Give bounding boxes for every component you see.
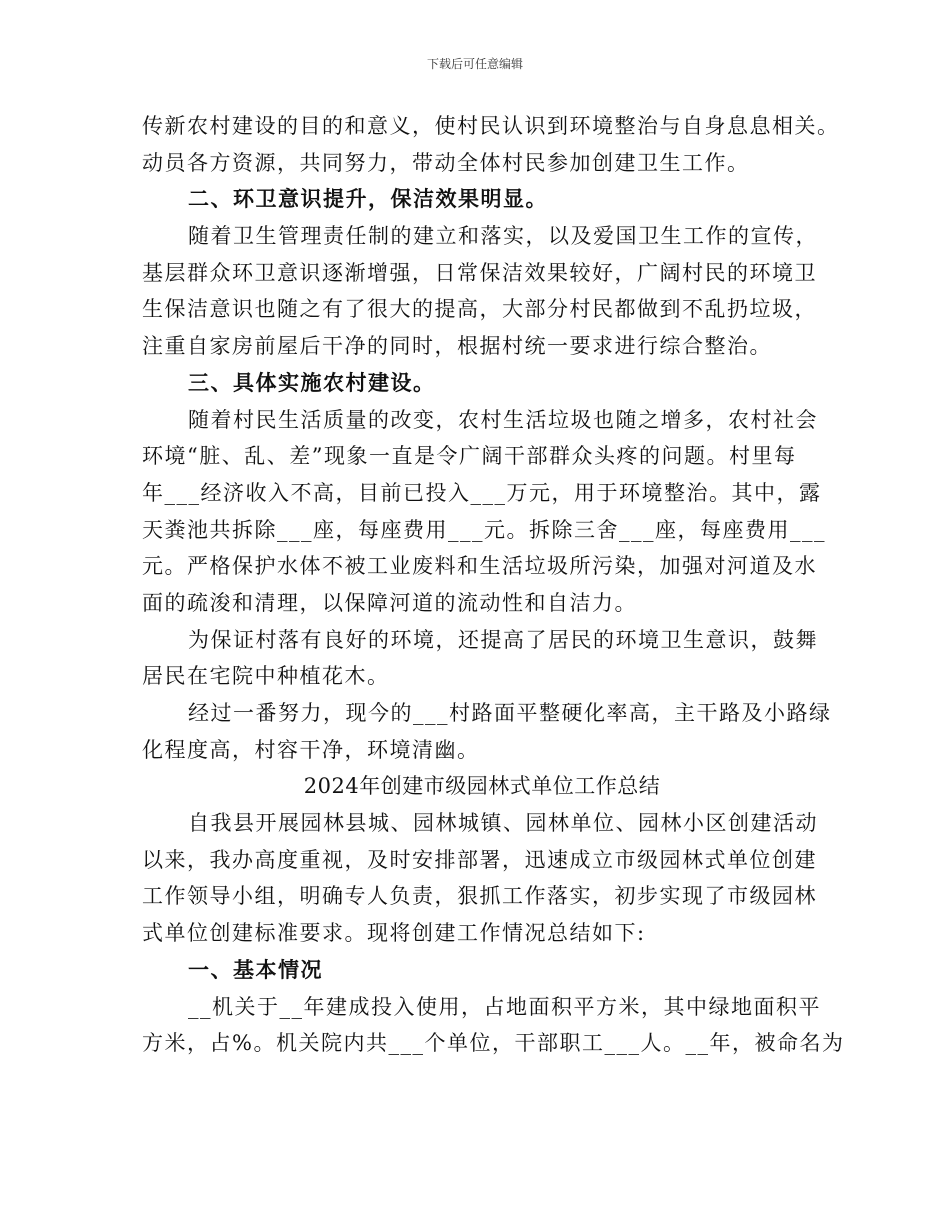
- paragraph-line: 动员各方资源，共同努力，带动全体村民参加创建卫生工作。: [142, 150, 750, 175]
- paragraph-line: 方米，占%。机关院内共___个单位，干部职工___人。__年，被命名为: [142, 1031, 845, 1056]
- paragraph-line: 随着村民生活质量的改变，农村生活垃圾也随之增多，农村社会: [188, 407, 818, 432]
- paragraph-line: 经过一番努力，现今的___村路面平整硬化率高，主干路及小路绿: [188, 701, 832, 725]
- paragraph-line: __机关于__年建成投入使用，占地面积平方米，其中绿地面积平: [188, 994, 821, 1019]
- paragraph-line: 生保洁意识也随之有了很大的提高，大部分村民都做到不乱扔垃圾，: [142, 297, 817, 322]
- paragraph-line: 年___经济收入不高，目前已投入___万元，用于环境整治。其中，露: [142, 480, 822, 505]
- page-header: 下载后可任意编辑: [426, 57, 523, 71]
- paragraph-line: 式单位创建标准要求。现将创建工作情况总结如下:: [142, 921, 646, 946]
- paragraph-line: 基层群众环卫意识逐渐增强，日常保洁效果较好，广阔村民的环境卫: [142, 260, 817, 285]
- paragraph-line: 化程度高，村容干净，环境清幽。: [142, 737, 480, 762]
- paragraph-line: 注重自家房前屋后干净的同时，根据村统一要求进行综合整治。: [142, 334, 772, 359]
- paragraph-line: 面的疏浚和清理，以保障河道的流动性和自洁力。: [142, 590, 637, 615]
- paragraph-line: 传新农村建设的目的和意义，使村民认识到环境整治与自身息息相关。: [142, 114, 840, 138]
- section-heading: 一、基本情况: [188, 956, 323, 982]
- section-heading: 三、具体实施农村建设。: [188, 369, 436, 395]
- paragraph-line: 为保证村落有良好的环境，还提高了居民的环境卫生意识，鼓舞: [188, 627, 818, 652]
- document-body: [142, 108, 845, 1062]
- paragraph-line: 自我县开展园林县城、园林城镇、园林单位、园林小区创建活动: [188, 811, 818, 836]
- paragraph-line: 工作领导小组，明确专人负责，狠抓工作落实，初步实现了市级园林: [142, 884, 817, 909]
- paragraph-line: 以来，我办高度重视，及时安排部署，迅速成立市级园林式单位创建: [142, 847, 817, 872]
- section-heading: 二、环卫意识提升，保洁效果明显。: [188, 186, 548, 212]
- paragraph-line: 随着卫生管理责任制的建立和落实，以及爱国卫生工作的宣传，: [188, 224, 818, 249]
- document-title: 2024年创建市级园林式单位工作总结: [303, 774, 661, 799]
- paragraph-line: 环境“脏、乱、差”现象一直是令广阔干部群众头疼的问题。村里每: [142, 444, 797, 469]
- paragraph-line: 居民在宅院中种植花木。: [142, 664, 390, 689]
- paragraph-line: 天粪池共拆除___座，每座费用___元。拆除三舍___座，每座费用___: [142, 517, 826, 542]
- paragraph-line: 元。严格保护水体不被工业废料和生活垃圾所污染，加强对河道及水: [142, 554, 817, 579]
